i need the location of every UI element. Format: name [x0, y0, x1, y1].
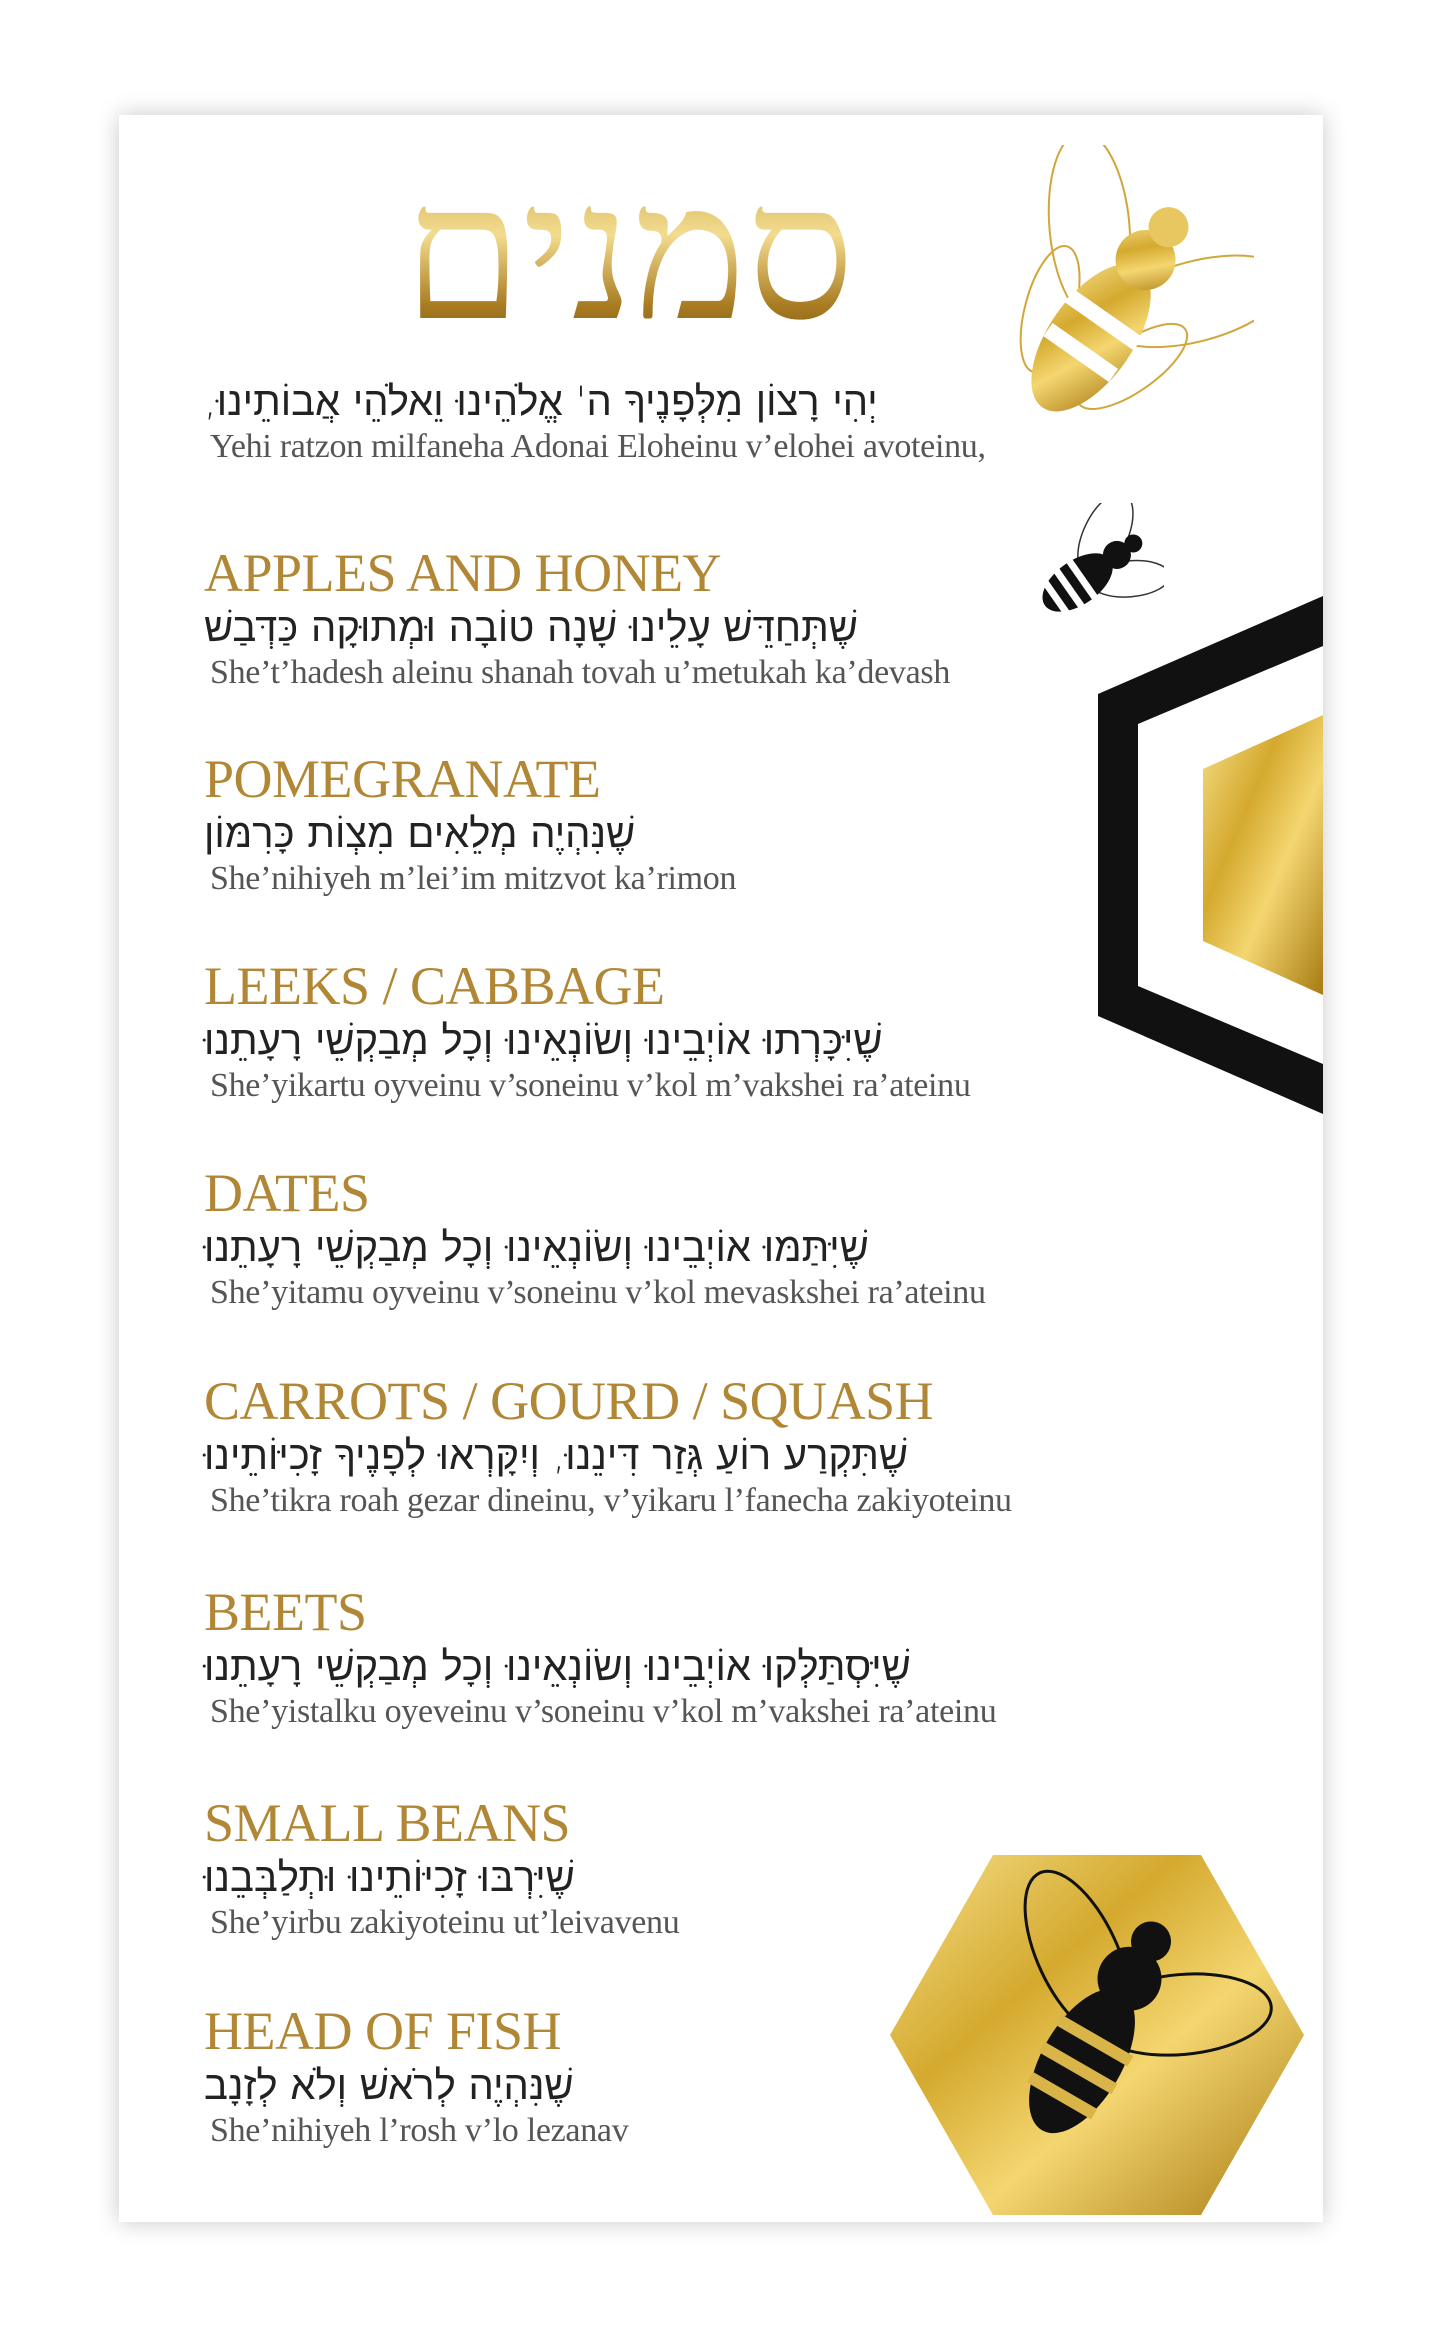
siman-transliteration: She’nihiyeh m’lei’im mitzvot ka’rimon — [210, 860, 737, 897]
siman-transliteration: She’yistalku oyeveinu v’soneinu v’kol m’vakshei ra’ateinu — [210, 1693, 997, 1730]
siman-heading: SMALL BEANS — [204, 1793, 571, 1853]
siman-heading: LEEKS / CABBAGE — [204, 956, 665, 1016]
siman-heading: APPLES AND HONEY — [204, 543, 722, 603]
siman-hebrew: שֶׁנִּהְיֶה מְלֵאִים מִצְוֹת כָּרִמּוֹן — [204, 811, 636, 857]
gold-hexagon-bee-icon — [890, 1855, 1304, 2215]
siman-transliteration: She’t’hadesh aleinu shanah tovah u’metukah ka’devash — [210, 654, 951, 691]
siman-dates — [204, 1163, 986, 1313]
siman-pomegranate — [204, 749, 736, 899]
siman-hebrew: שֶׁיִּרְבּוּ זָכִיּוֹתֵינוּ וּתְלַבְּבֵנוּ — [204, 1855, 575, 1901]
siman-hebrew: שֶׁיִּכָּרְתוּ אוֹיְבֵינוּ וְשׂוֹנְאֵינוּ וְכָל מְבַקְשֵׁי רָעָתֵנוּ — [204, 1018, 883, 1064]
intro-transliteration: Yehi ratzon milfaneha Adonai Eloheinu v’elohei avoteinu, — [210, 428, 986, 465]
siman-transliteration: She’yitamu oyveinu v’soneinu v’kol mevaskshei ra’ateinu — [210, 1274, 986, 1311]
siman-hebrew: שֶׁתִּקְרַע רוֹעַ גְּזַר דִּינֵנוּ, וְיִקָּרְאוּ לְפָנֶיךָ זָכִיּוֹתֵינוּ — [204, 1433, 909, 1479]
intro-blessing — [204, 377, 986, 467]
siman-heading: BEETS — [204, 1582, 367, 1642]
siman-transliteration: She’yikartu oyveinu v’soneinu v’kol m’vakshei ra’ateinu — [210, 1067, 971, 1104]
siman-hebrew: שֶׁנִּהְיֶה לְרֹאשׁ וְלֹא לְזָנָב — [204, 2063, 574, 2109]
siman-leeks-cabbage — [204, 956, 971, 1106]
siman-heading: POMEGRANATE — [204, 749, 601, 809]
siman-transliteration: She’tikra roah gezar dineinu, v’yikaru l’fanecha zakiyoteinu — [210, 1482, 1012, 1519]
siman-transliteration: She’yirbu zakiyoteinu ut’leivavenu — [210, 1904, 680, 1941]
siman-head-of-fish — [204, 2001, 628, 2151]
intro-hebrew: יְהִי רָצוֹן מִלְּפָנֶיךָ ה' אֱלֹהֵינוּ וֵאלֹהֵי אֲבוֹתֵינוּ, — [204, 379, 878, 425]
siman-hebrew: שֶׁיִּסְתַּלְּקוּ אוֹיְבֵינוּ וְשׂוֹנְאֵינוּ וְכָל מְבַקְשֵׁי רָעָתֵנוּ — [204, 1644, 911, 1690]
siman-hebrew: שֶׁתְּחַדֵּשׁ עָלֵינוּ שָׁנָה טוֹבָה וּמְתוּקָה כַּדְּבַשׁ — [204, 605, 858, 651]
siman-small-beans — [204, 1793, 679, 1943]
siman-apples-and-honey — [204, 543, 950, 693]
siman-heading: DATES — [204, 1163, 370, 1223]
simanim-card — [119, 115, 1323, 2222]
siman-hebrew: שֶׁיִּתַּמּוּ אוֹיְבֵינוּ וְשׂוֹנְאֵינוּ וְכָל מְבַקְשֵׁי רָעָתֵנוּ — [204, 1225, 869, 1271]
siman-carrots-gourd-squash — [204, 1371, 1012, 1521]
gold-bee-icon — [974, 145, 1254, 465]
siman-heading: HEAD OF FISH — [204, 2001, 562, 2061]
siman-heading: CARROTS / GOURD / SQUASH — [204, 1371, 934, 1431]
hexagon-decoration — [1098, 596, 1323, 1114]
page-title: סמנים — [359, 155, 899, 355]
siman-beets — [204, 1582, 996, 1732]
siman-transliteration: She’nihiyeh l’rosh v’lo lezanav — [210, 2112, 629, 2149]
